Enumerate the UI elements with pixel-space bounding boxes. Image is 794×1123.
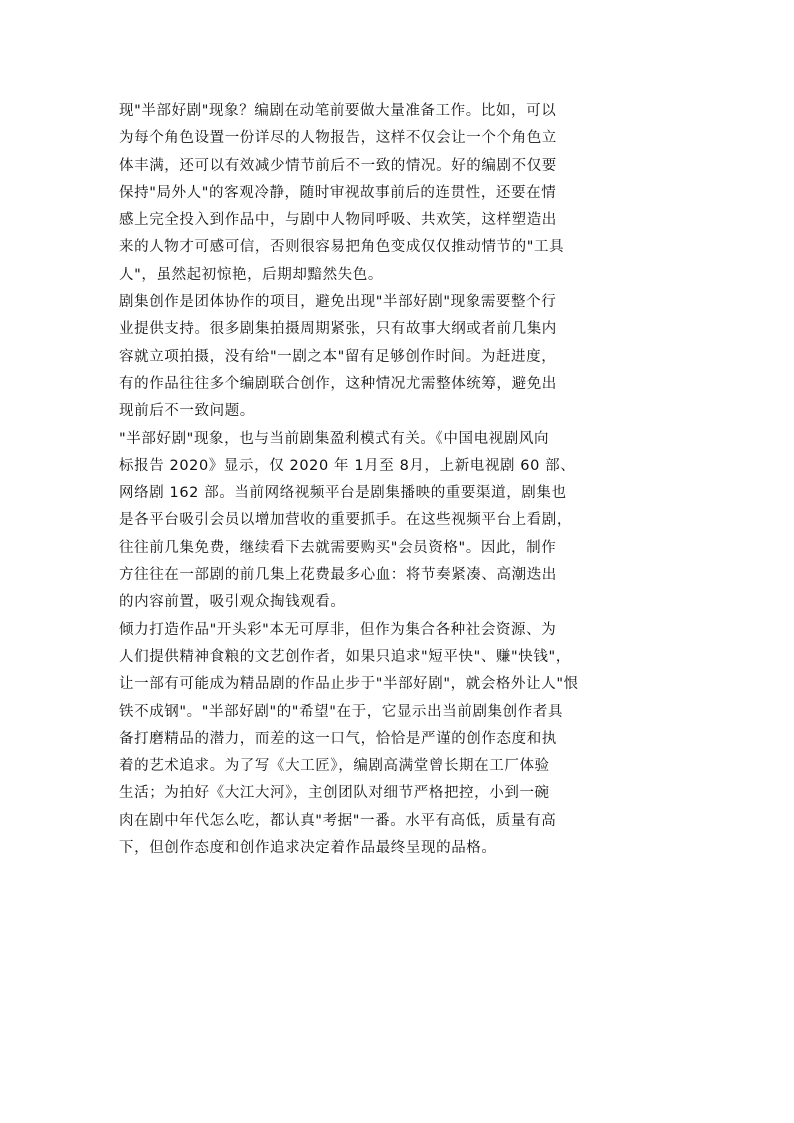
text-line: 下，但创作态度和创作追求决定着作品最终呈现的品格。 — [119, 840, 497, 857]
text-line: 往往前几集免费，继续看下去就需要购买"会员资格"。因此，制作 — [119, 539, 557, 556]
text-line: 保持"局外人"的客观冷静，随时审视故事前后的连贯性，还要在情 — [119, 184, 557, 201]
text-line: 标报告 2020》显示，仅 2020 年 1月至 8月，上新电视剧 60 部、 — [119, 457, 576, 474]
article-body — [119, 98, 675, 862]
text-line: 现"半部好剧"现象？编剧在动笔前要做大量准备工作。比如，可以 — [119, 103, 557, 119]
text-line: 的内容前置，吸引观众掏钱观看。 — [119, 594, 346, 611]
text-line: 倾力打造作品"开头彩"本无可厚非，但作为集合各种社会资源、为 — [119, 621, 557, 638]
text-line: 方往往在一部剧的前几集上花费最多心血：将节奏紧凑、高潮迭出 — [119, 567, 557, 584]
text-line: "半部好剧"现象，也与当前剧集盈利模式有关。《中国电视剧风向 — [119, 430, 550, 447]
text-line: 为每个角色设置一份详尽的人物报告，这样不仅会让一个个角色立 — [119, 130, 557, 147]
text-line: 人们提供精神食粮的文艺创作者，如果只追求"短平快"、赚"快钱"， — [119, 648, 571, 665]
text-line: 现前后不一致问题。 — [119, 403, 255, 420]
text-line: 着的艺术追求。为了写《大工匠》，编剧高满堂曾长期在工厂体验 — [119, 758, 550, 775]
paragraph-2 — [119, 289, 675, 425]
text-line: 网络剧 162 部。当前网络视频平台是剧集播映的重要渠道，剧集也 — [119, 485, 567, 502]
text-line: 容就立项拍摄，没有给"一剧之本"留有足够创作时间。为赶进度， — [119, 348, 557, 365]
paragraph-3 — [119, 426, 675, 617]
text-line: 业提供支持。很多剧集拍摄周期紧张，只有故事大纲或者前几集内 — [119, 321, 557, 338]
text-line: 是各平台吸引会员以增加营收的重要抓手。在这些视频平台上看剧， — [119, 512, 572, 529]
text-line: 剧集创作是团体协作的项目，避免出现"半部好剧"现象需要整个行 — [119, 294, 557, 311]
text-line: 有的作品往往多个编剧联合创作，这种情况尤需整体统筹，避免出 — [119, 375, 557, 392]
text-line: 感上完全投入到作品中，与剧中人物同呼吸、共欢笑，这样塑造出 — [119, 212, 557, 229]
text-line: 备打磨精品的潜力，而差的这一口气，恰恰是严谨的创作态度和执 — [119, 730, 557, 747]
text-line: 让一部有可能成为精品剧的作品止步于"半部好剧"，就会格外让人"恨 — [119, 676, 579, 693]
text-line: 生活；为拍好《大江大河》，主创团队对细节严格把控，小到一碗 — [119, 785, 550, 802]
paragraph-1 — [119, 98, 675, 289]
text-line: 肉在剧中年代怎么吃，都认真"考据"一番。水平有高低，质量有高 — [119, 812, 557, 829]
text-line: 体丰满，还可以有效减少情节前后不一致的情况。好的编剧不仅要 — [119, 157, 557, 174]
paragraph-4 — [119, 617, 675, 863]
text-line: 铁不成钢"。"半部好剧"的"希望"在于，它显示出当前剧集创作者具 — [119, 703, 564, 720]
text-line: 人"，虽然起初惊艳，后期却黯然失色。 — [119, 266, 383, 283]
text-line: 来的人物才可感可信，否则很容易把角色变成仅仅推动情节的"工具 — [119, 239, 565, 256]
